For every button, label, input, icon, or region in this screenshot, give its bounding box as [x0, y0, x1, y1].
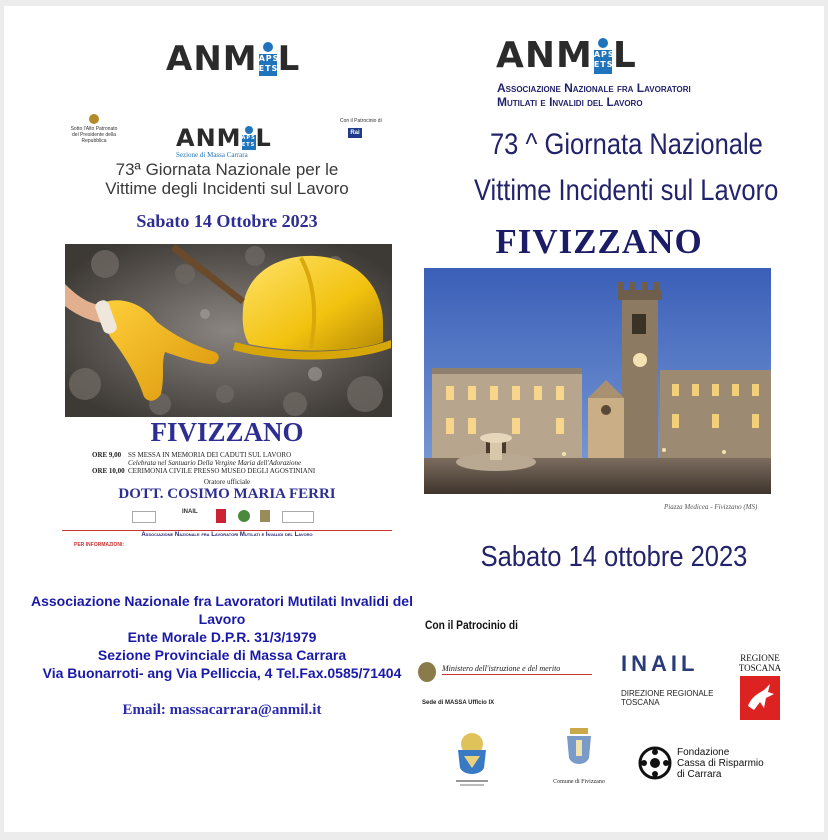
anmil-logo-right: ANM APS ETS L [496, 35, 637, 76]
event-poster [62, 114, 392, 534]
poster-title-line1: 73ª Giornata Nazionale per le [115, 160, 339, 179]
poster-divider [62, 530, 392, 531]
photo-piazza-medicea [424, 268, 771, 494]
orator-label: Oratore ufficiale [203, 478, 251, 486]
poster-program [92, 451, 392, 475]
comune-fivizzano-crest: Comune di Fivizzano [544, 726, 614, 785]
program-row: ORE 10,00 CERIMONIA CIVILE PRESSO MUSEO DEGLI AGOSTINIANI [92, 467, 316, 475]
rai-logo: Rai [348, 128, 362, 138]
poster-photo-helmet-gloves [65, 244, 392, 417]
poster-patronage-left: Sotto l'Alto Patronato del Presidente della Repubblica [62, 114, 126, 144]
contact-line: Sezione Provinciale di Massa Carrara [97, 647, 347, 663]
sponsor-logo [132, 511, 156, 523]
comune-crest-icon [564, 726, 594, 774]
program-row: ORE 9,00 SS MESSA IN MEMORIA DEI CADUTI SUL LAVORO [92, 451, 292, 459]
anmil-person-icon: APS ETS [593, 38, 613, 74]
right-title-line1: 73 ^ Giornata Nazionale [490, 128, 763, 161]
poster-footer-assoc: Associazione Nazionale fra Lavoratori Mutilati e Invalidi del Lavoro [141, 532, 313, 538]
poster-title-line2: Vittime degli Incidenti sul Lavoro [105, 179, 349, 198]
poster-sponsor-logos [132, 508, 332, 526]
inail-logo: INAIL DIREZIONE REGIONALE TOSCANA [621, 651, 714, 707]
contact-line: Ente Morale D.P.R. 31/3/1979 [127, 629, 317, 645]
poster-footer-info: PER INFORMAZIONI: [74, 542, 124, 548]
republic-emblem-icon [418, 662, 436, 682]
program-row: Celebrata nel Santuario Della Vergine Maria dell'Adorazione [128, 459, 302, 467]
right-date: Sabato 14 ottobre 2023 [480, 541, 748, 573]
anmil-person-icon: APS ETS [258, 42, 278, 76]
sponsor-logo [216, 509, 226, 523]
right-town: FIVIZZANO [495, 222, 703, 261]
flyer-sheet: ANM APS ETS L Sotto l'Alto Patronato del Presidente della Repubblica Con il Patrocinio di Rai ANM APS ETS L Sezione di Massa Carrara 73ª Giornata Nazionale per le Vittime degli Incidenti sul Lavoro Sabato 14 Ottobre 2023 FIVIZZANO ORE 9,00 SS MESSA IN MEMORIA DEI CADUTI SUL LAVORO Celebrata nel Santuario Della Vergine Maria dell'Adorazione ORE 10,00 CERIMONIA CIVILE PRESSO MUSEO DEGLI AGOSTINIANI Oratore ufficiale DOTT. COSIMO MARIA FERRI INAIL Associazione Nazionale fra Lavoratori Mutilati e Invalidi del Lavoro PER INFORMAZIONI: Associazione Nazionale fra Lavoratori Mutilati Invalidi del Lavoro Ente Morale D.P.R. 31/3/1979 Sezione Provinciale di Massa Carrara Via Buonarroti- ang Via Pelliccia, 4 Tel.Fax.0585/71404 Email: massacarrara@anmil.it ANM APS ETS L Associazione Nazionale fra Lavoratori Mutilati e Invalidi del Lavoro 73 ^ Giornata Nazionale Vittime Incidenti sul Lavoro FIVIZZANO Piazza Medicea - Fivizzano (MS) Sabato 14 ottobre 2023 Con il Patrocinio di Ministero dell'istruzione e del merito Sede di MASSA Ufficio IX INAIL DIREZIONE REGIONALE TOSCANA REGIONE TOSCANA Comune di Fivizzano Fondazione Cassa di Risparmio di Carrara [4, 6, 824, 832]
italian-emblem-icon [89, 114, 99, 124]
poster-patronage-right: Con il Patrocinio di [340, 118, 382, 124]
photo-caption: Piazza Medicea - Fivizzano (MS) [664, 503, 758, 511]
pegasus-icon [740, 676, 780, 720]
anmil-person-icon: APS ETS [242, 126, 256, 150]
contact-line: Via Buonarroti- ang Via Pelliccia, 4 Tel.Fax.0585/71404 [42, 665, 402, 681]
contact-email[interactable]: Email: massacarrara@anmil.it [122, 702, 322, 718]
right-assoc-name: Associazione Nazionale fra Lavoratori Mutilati e Invalidi del Lavoro [497, 81, 691, 109]
poster-anmil-logo: ANM APS ETS L [176, 124, 272, 152]
provincial-crest-icon [452, 728, 492, 790]
anmil-logo-left: ANM APS ETS L [166, 39, 301, 79]
sponsor-logo [260, 510, 270, 522]
fondazione-name: Fondazione Cassa di Risparmio di Carrara [677, 747, 764, 780]
fondazione-logo-icon [638, 746, 672, 780]
right-title-line2: Vittime Incidenti sul Lavoro [474, 174, 779, 207]
contact-line: Associazione Nazionale fra Lavoratori Mutilati Invalidi del Lavoro [31, 593, 413, 627]
sponsor-logo [238, 510, 250, 522]
poster-section: Sezione di Massa Carrara [176, 151, 248, 159]
regione-toscana-logo: REGIONE TOSCANA [732, 653, 788, 720]
orator-name: DOTT. COSIMO MARIA FERRI [118, 486, 336, 502]
sponsor-logo: INAIL [182, 509, 198, 515]
patronage-label: Con il Patrocinio di [425, 618, 518, 632]
contact-block [24, 592, 420, 682]
poster-date: Sabato 14 Ottobre 2023 [136, 211, 318, 231]
poster-town: FIVIZZANO [150, 417, 304, 447]
sponsor-logo [282, 511, 314, 523]
